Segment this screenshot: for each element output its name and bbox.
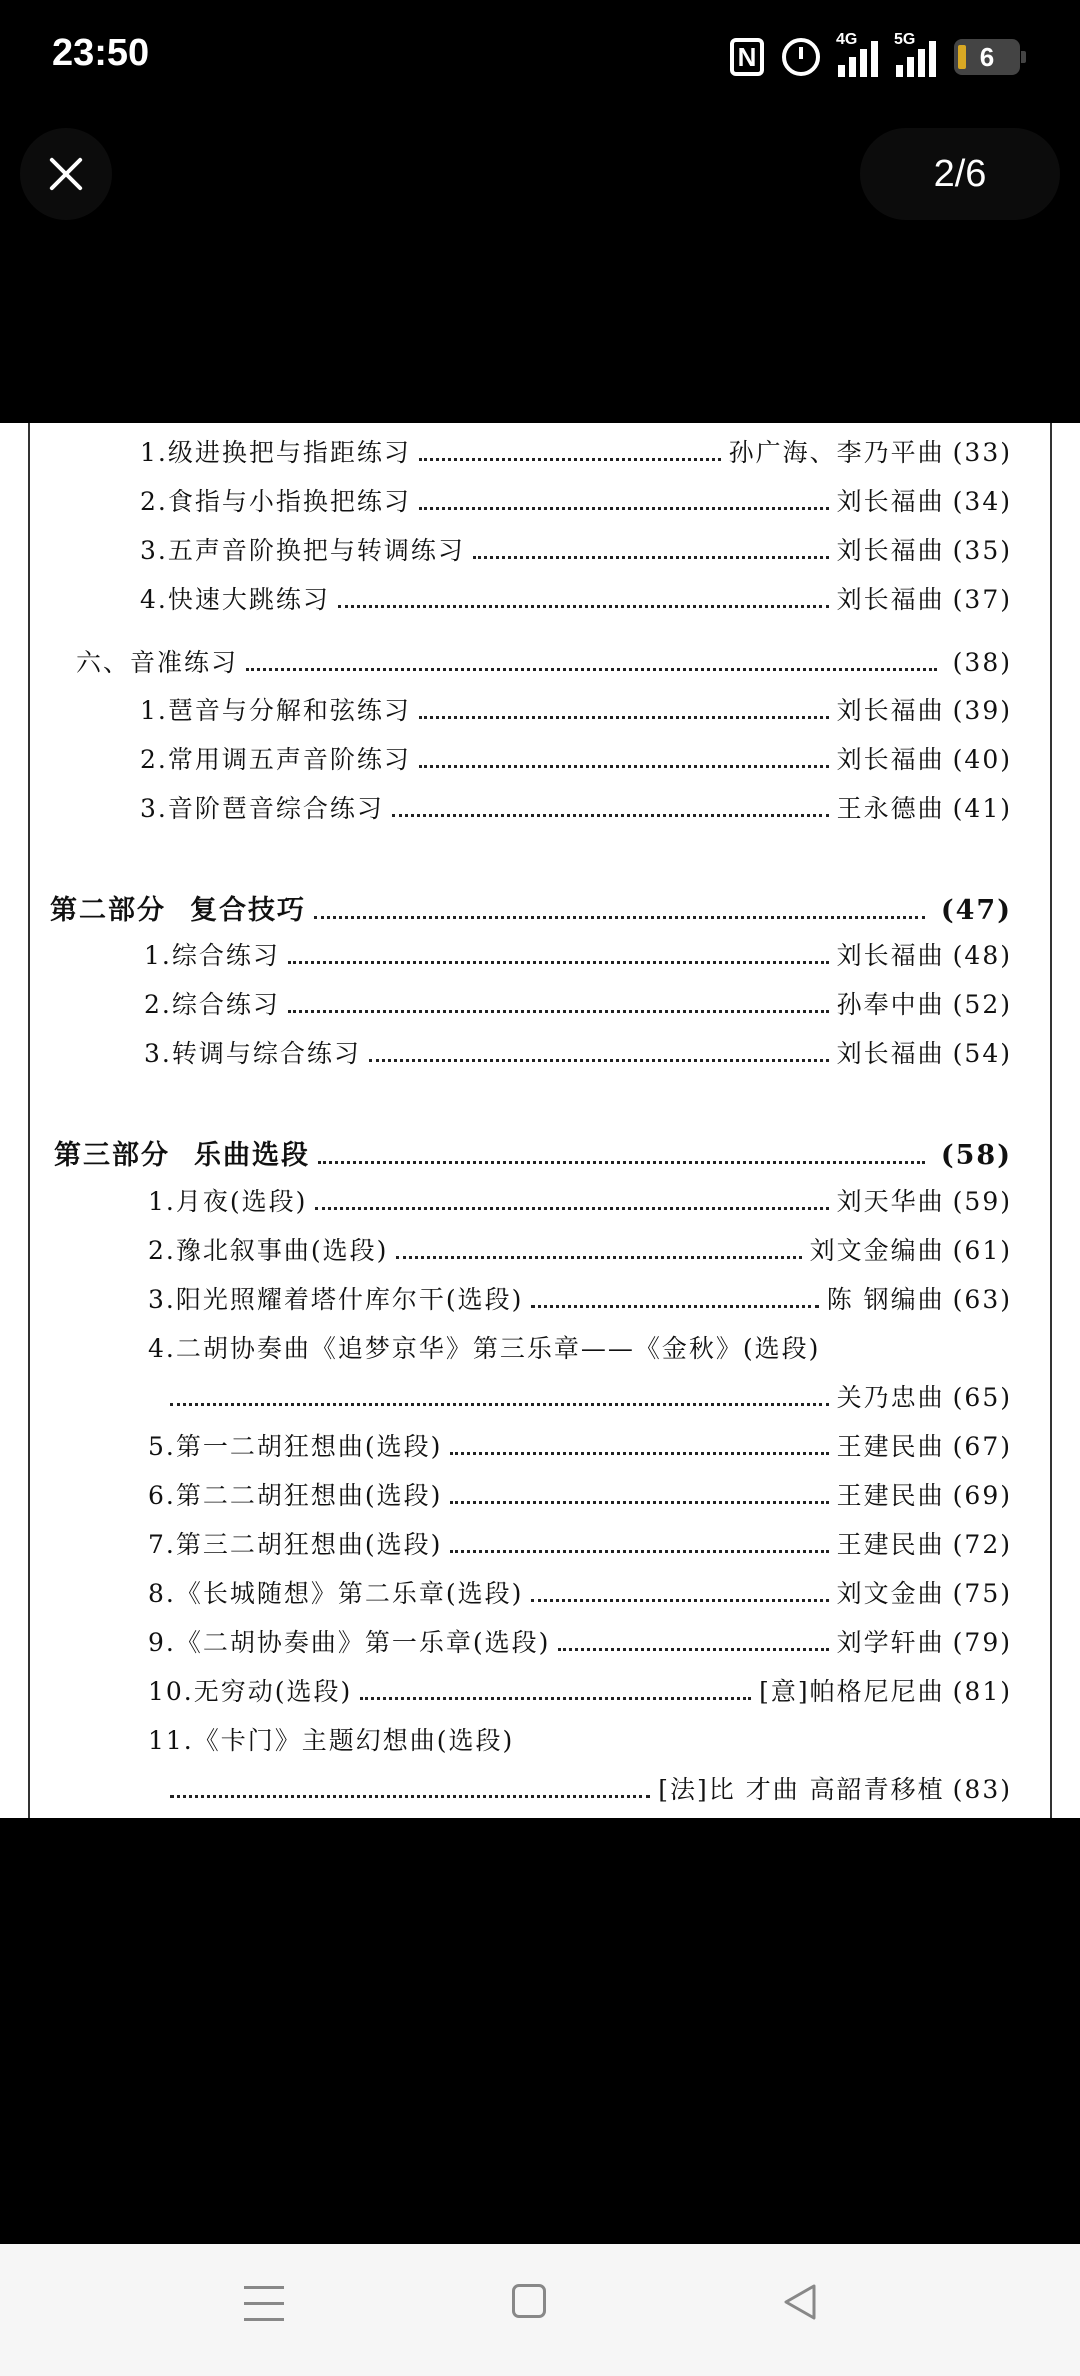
toc-row: 2. 常用调五声音阶练习 刘长福曲 (40) (140, 745, 1012, 774)
toc-section-heading: 六、 音准练习 (38) (76, 648, 1012, 677)
signal-4g-icon: 4G (838, 37, 878, 77)
toc-row: 6. 第二二胡狂想曲(选段) 王建民曲 (69) (148, 1481, 1012, 1510)
toc-row: 10. 无穷动(选段) [意]帕格尼尼曲 (81) (148, 1677, 1012, 1706)
page-counter: 2/6 (860, 128, 1060, 220)
toc-row: 4. 快速大跳练习 刘长福曲 (37) (140, 585, 1012, 614)
toc-row-title-line: 11.《卡门》主题幻想曲(选段) (148, 1726, 515, 1755)
toc-row-continuation: 关乃忠曲 (65) (170, 1378, 1012, 1414)
status-icons (730, 32, 1020, 82)
toc-row: 1. 综合练习 刘长福曲 (48) (144, 941, 1012, 970)
toc-row: 2. 食指与小指换把练习 刘长福曲 (34) (140, 487, 1012, 516)
toc-row-title-line: 4.二胡协奏曲《追梦京华》第三乐章——《金秋》(选段) (148, 1334, 821, 1363)
nfc-icon: N (730, 38, 764, 76)
toc-row: 2. 综合练习 孙奉中曲 (52) (144, 990, 1012, 1019)
recent-apps-icon[interactable] (244, 2286, 284, 2322)
toc-part-heading: 第二部分 复合技巧 (47) (50, 895, 1012, 926)
alarm-icon (782, 38, 820, 76)
back-icon[interactable] (780, 2282, 820, 2322)
status-time: 23:50 (52, 32, 150, 74)
close-button[interactable] (20, 128, 112, 220)
toc-row: 3. 音阶琶音综合练习 王永德曲 (41) (140, 794, 1012, 823)
toc-row: 3. 阳光照耀着塔什库尔干(选段) 陈 钢编曲 (63) (148, 1285, 1012, 1314)
toc-row: 9. 《二胡协奏曲》第一乐章(选段) 刘学轩曲 (79) (148, 1628, 1012, 1657)
toc-row: 8. 《长城随想》第二乐章(选段) 刘文金曲 (75) (148, 1579, 1012, 1608)
system-nav-bar (0, 2244, 1080, 2376)
battery-icon (954, 39, 1020, 75)
toc-row: 1. 琶音与分解和弦练习 刘长福曲 (39) (140, 696, 1012, 725)
toc-part-heading: 第三部分 乐曲选段 (58) (54, 1140, 1012, 1171)
status-bar (0, 0, 1080, 120)
toc-row: 3. 转调与综合练习 刘长福曲 (54) (144, 1039, 1012, 1068)
toc-row: 2. 豫北叙事曲(选段) 刘文金编曲 (61) (148, 1236, 1012, 1265)
toc-row: 3. 五声音阶换把与转调练习 刘长福曲 (35) (140, 536, 1012, 565)
toc-row: 1. 月夜(选段) 刘天华曲 (59) (148, 1187, 1012, 1216)
toc-row: 1. 级进换把与指距练习 孙广海、李乃平曲 (33) (140, 438, 1012, 467)
home-icon[interactable] (512, 2284, 546, 2318)
toc-row-continuation: [法]比 才曲 高韶青移植 (83) (170, 1770, 1012, 1806)
toc-row: 7. 第三二胡狂想曲(选段) 王建民曲 (72) (148, 1530, 1012, 1559)
toc-row: 5. 第一二胡狂想曲(选段) 王建民曲 (67) (148, 1432, 1012, 1461)
signal-5g-icon: 5G (896, 37, 936, 77)
document-page[interactable] (0, 423, 1080, 1818)
battery-level: 6 (979, 41, 995, 72)
